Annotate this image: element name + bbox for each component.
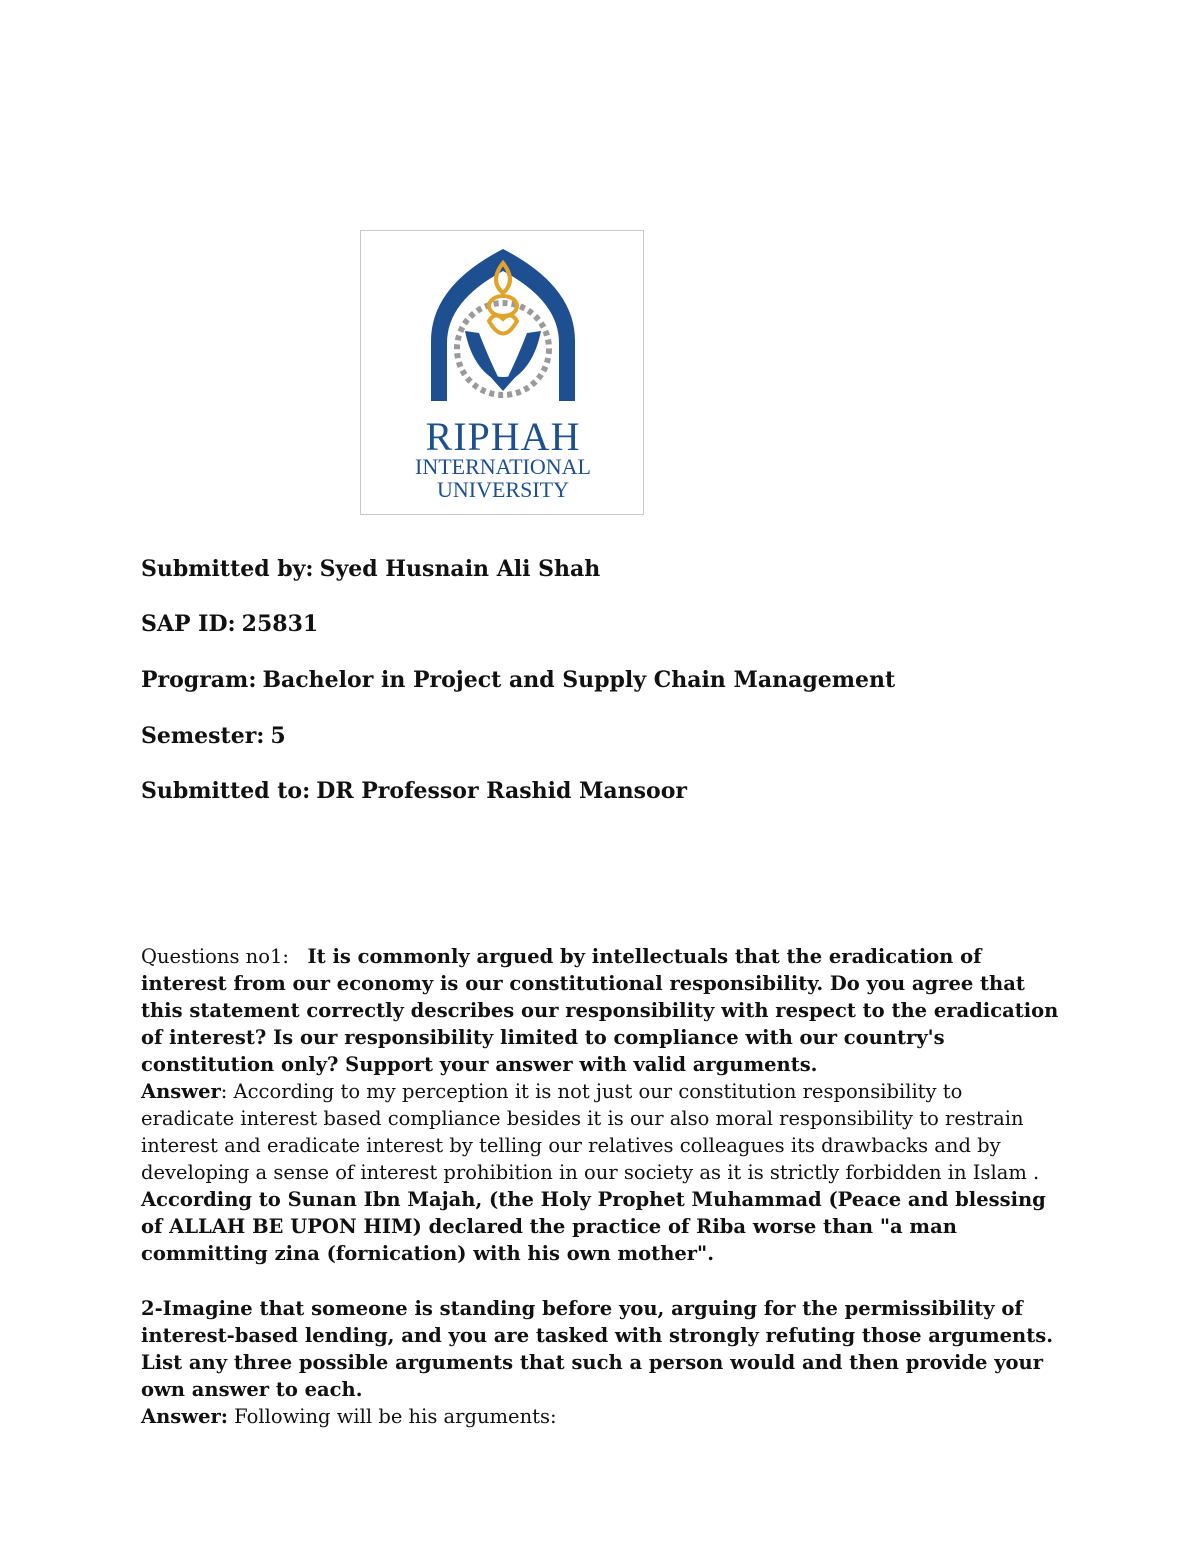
answer-2-label: Answer: xyxy=(141,1405,228,1428)
sap-id-label: SAP ID: xyxy=(141,611,236,637)
answer-1 xyxy=(141,1078,1061,1186)
answer-2-text: Following will be his arguments: xyxy=(227,1405,557,1428)
program-label: Program: xyxy=(141,667,257,693)
submitted-by-label: Submitted by: xyxy=(141,556,314,582)
submitted-to-label: Submitted to: xyxy=(141,778,311,804)
question-2-block xyxy=(141,1295,1061,1430)
question-1 xyxy=(141,943,1061,1078)
hadith-quote: According to Sunan Ibn Majah, (the Holy Prophet Muhammad (Peace and blessing of ALLAH BE UPON HIM) declared the practice of Riba worse than "a man committing zina (fornication) with his own mother". xyxy=(141,1188,1046,1265)
logo-subtitle-1: INTERNATIONAL xyxy=(415,454,591,479)
sap-id-value: 25831 xyxy=(241,611,319,637)
submitted-by-line xyxy=(141,555,600,583)
logo-subtitle-2: UNIVERSITY xyxy=(437,477,569,502)
program-value: Bachelor in Project and Supply Chain Management xyxy=(262,667,896,693)
semester-line xyxy=(141,722,286,750)
logo-title: RIPHAH xyxy=(425,414,581,459)
sap-id-line xyxy=(141,610,318,638)
program-line xyxy=(141,666,895,694)
answer-1-label: Answer xyxy=(141,1080,221,1103)
university-logo xyxy=(360,230,644,515)
submitted-to-line xyxy=(141,777,687,805)
question-1-text: It is commonly argued by intellectuals that the eradication of interest from our economy is our constitutional responsibility. Do you agree that this statement correctly describes our responsibility with respect to the eradication of interest? Is our responsibility limited to compliance with our country's constitution only? Support your answer with valid arguments. xyxy=(141,945,1059,1076)
question-1-prefix: Questions no1: xyxy=(141,945,308,968)
question-2-text: 2-Imagine that someone is standing before you, arguing for the permissibility of interest-based lending, and you are tasked with strongly refuting those arguments. List any three possible arguments that such a person would and then provide your own answer to each. xyxy=(141,1297,1053,1401)
question-1-block xyxy=(141,943,1061,1267)
submitted-to-value: DR Professor Rashid Mansoor xyxy=(316,778,687,804)
semester-label: Semester: xyxy=(141,723,265,749)
semester-value: 5 xyxy=(270,723,286,749)
answer-2 xyxy=(141,1403,1061,1430)
answer-1-text: : According to my perception it is not just our constitution responsibility to eradicate interest based compliance besides it is our also moral responsibility to restrain interest and eradicate interest by telling our relatives colleagues its drawbacks and by developing a sense of interest prohibition in our society as it is strictly forbidden in Islam . xyxy=(141,1080,1040,1184)
submitted-by-value: Syed Husnain Ali Shah xyxy=(319,556,601,582)
